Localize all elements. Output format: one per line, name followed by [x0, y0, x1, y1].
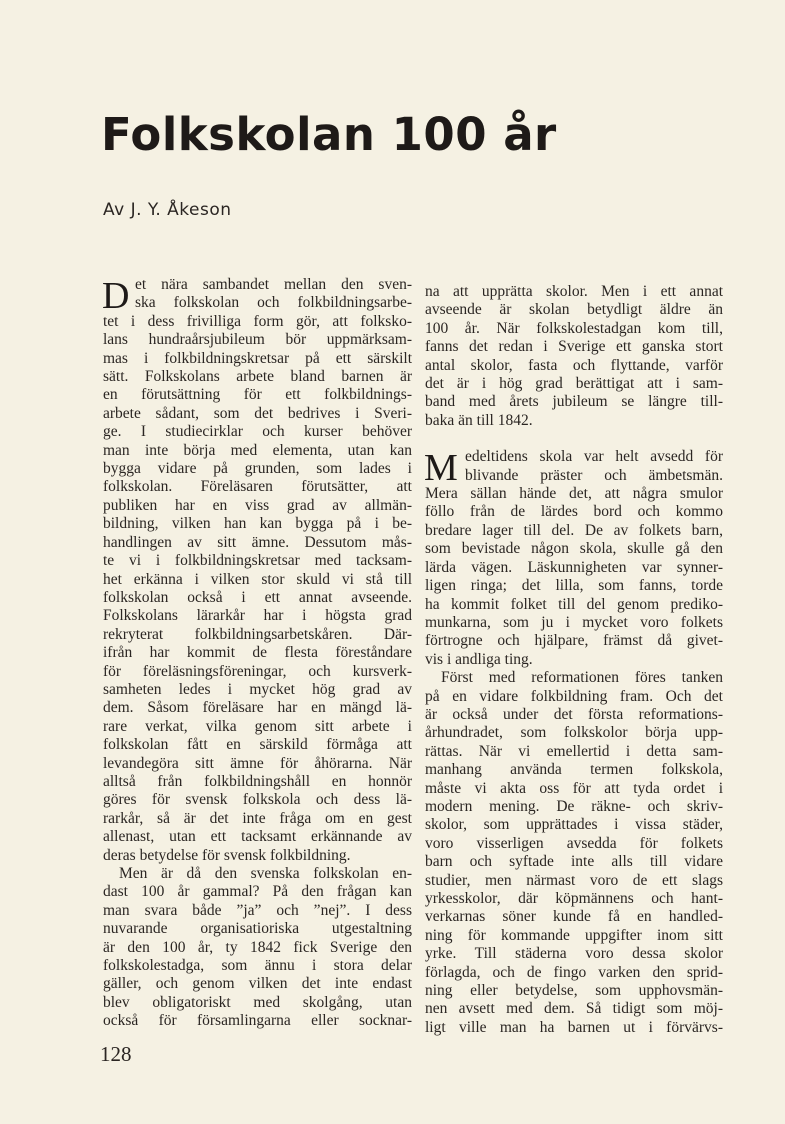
text-line: bygga vidare på grunden, som lades i [103, 460, 412, 478]
text-line: verkarnas söner kunde få en handled- [425, 908, 723, 926]
text-line: Först med reformationen föres tanken [441, 669, 723, 687]
text-line: antal skolor, fasta och flyttande, varför [425, 356, 723, 374]
text-line: är också under det första reformations- [425, 705, 723, 723]
text-line: na att upprätta skolor. Men i ett annat [425, 283, 723, 300]
text-line: folkskolan. Föreläsaren förutsätter, att [103, 478, 412, 496]
text-line: sätt. Folkskolans arbete bland barnen är [103, 368, 412, 386]
text-line: man svara både ”ja” och ”nej”. I dess [103, 901, 412, 919]
text-line: 100 år. När folkskolestadgan kom till, [425, 319, 723, 337]
text-line: het erkänna i vilken stor skuld vi stå till [103, 570, 412, 588]
article-title: Folkskolan 100 år [101, 108, 557, 161]
text-line: Men är då den svenska folkskolan en- [119, 865, 412, 882]
text-line: man inte börja med elementa, utan kan [103, 441, 412, 459]
text-line: bildning, vilken han kan bygga på i be- [103, 515, 412, 533]
text-line: ning eller betydelse, som upphovsmän- [425, 982, 723, 1000]
drop-cap: D [102, 275, 130, 317]
text-line: levandegöra sitt ämne för åhörarna. När [103, 754, 412, 772]
text-line: te vi i folkbildningskretsar med tacksam- [103, 552, 412, 570]
left-text-column [103, 276, 412, 1031]
text-line: blev obligatoriskt med skolgång, utan [103, 993, 412, 1011]
text-line: rare verkat, vilka genom sitt arbete i [103, 717, 412, 735]
text-line: nen avsett med dem. Så tidigt som möj- [425, 1000, 723, 1018]
page-number: 128 [100, 1042, 132, 1066]
text-line: skolor, som upprättades i vissa städer, [425, 816, 723, 834]
text-line: tet i dess frivilliga form gör, att folksko- [103, 312, 412, 330]
text-line: också för församlingarna eller socknar- [103, 1012, 412, 1030]
text-line: ska folkskolan och folkbildningsarbe- [135, 294, 412, 312]
text-line: förtrogne och hjälpare, främst då givet- [425, 632, 723, 650]
text-line: munkarna, som ju i mycket voro folkets [425, 613, 723, 631]
text-line: vis i andliga ting. [425, 650, 533, 668]
text-line: måste vi akta oss för att tyda ordet i [425, 779, 723, 797]
text-line: ligt ville man ha barnen ut i förvärvs- [425, 1018, 723, 1036]
text-line: folkskolan fått en särskild förmåga att [103, 736, 412, 754]
text-line: yrkesskolor, där köpmännens och hant- [425, 890, 723, 907]
text-line: yrke. Till städerna voro dessa skolor [425, 945, 723, 963]
paragraph [425, 448, 723, 1037]
article-byline: Av J. Y. Åkeson [103, 200, 232, 220]
text-line: band med årets jubileum se längre till- [425, 393, 723, 411]
text-line: barn och syftade inte alls till vidare [425, 853, 723, 871]
text-line: göres för svensk folkskola och dess lä- [103, 791, 412, 809]
text-line: baka än till 1842. [425, 411, 533, 429]
text-line: är den 100 år, ty 1842 fick Sverige den [103, 938, 412, 956]
text-line: dast 100 år gammal? På den frågan kan [103, 883, 412, 901]
text-line: publiken har en viss grad av allmän- [103, 496, 412, 514]
text-line: lärda vägen. Läskunnigheten var synner- [425, 558, 723, 576]
text-line: samheten ledes i mycket hög grad av [103, 680, 412, 698]
text-line: lans hundraårsjubileum bör uppmärksam- [103, 331, 412, 349]
text-line: det är i hög grad berättigat att i sam- [425, 375, 723, 393]
text-line: ning för kommande uppgifter inom sitt [425, 926, 723, 944]
text-line: alltså från folkbildningshåll en honnör [103, 772, 412, 790]
text-line: århundradet, som folkskolor börja upp- [425, 724, 723, 742]
paragraph [425, 283, 723, 430]
drop-cap: M [424, 447, 458, 490]
text-line: modern mening. De räkne- och skriv- [425, 797, 723, 815]
text-line: Mera sällan hände det, att några smulor [425, 485, 723, 503]
right-text-column [425, 283, 723, 1037]
text-line: ha kommit folket till del genom prediko- [425, 595, 723, 613]
text-line: ifrån har kommit de flesta föreståndare [103, 644, 412, 662]
text-line: rekryterat folkbildningsarbetskåren. Där- [103, 625, 412, 643]
text-line: gäller, och genom vilken det inte endast [103, 975, 412, 993]
text-line: förlagda, och de fingo varken den sprid- [425, 963, 723, 981]
text-line: voro visserligen avsedda för folkets [425, 834, 723, 852]
text-line: ligen ringa; det lilla, som fanns, torde [425, 577, 723, 595]
text-line: dem. Såsom föreläsare har en mängd lä- [103, 699, 412, 717]
text-line: rättas. När vi emellertid i detta sam- [425, 742, 723, 760]
text-line: för föreläsningsföreningar, och kursverk- [103, 662, 412, 680]
text-line: manhang använda termen folkskola, [425, 761, 723, 779]
text-line: deras betydelse för svensk folkbildning. [103, 846, 351, 864]
text-line: föllo från de lärdes bord och kommo [425, 503, 723, 521]
section-gap [425, 430, 723, 448]
text-line: folkskolestadga, som ännu i stora delar [103, 957, 412, 975]
text-line: blivande präster och ämbetsmän. [465, 466, 723, 484]
text-line: ge. I studiecirklar och kurser behöver [103, 423, 412, 441]
text-line: nuvarande organisatioriska utgestaltning [103, 920, 412, 938]
text-line: som bevistade någon skola, skulle gå den [425, 540, 723, 558]
text-line: arbete sådant, som det bedrives i Sveri- [103, 404, 412, 422]
text-line: en förutsättning för ett folkbildnings- [103, 386, 412, 404]
text-line: fanns det redan i Sverige ett ganska stort [425, 338, 723, 356]
text-line: folkskolan också i ett annat avseende. [103, 588, 412, 606]
text-line: bredare lager till del. De av folkets barn, [425, 521, 723, 539]
text-line: på en vidare folkbildning fram. Och det [425, 687, 723, 705]
text-line: handlingen av sitt ämne. Dessutom mås- [103, 533, 412, 551]
text-line: edeltidens skola var helt avsedd för [465, 448, 723, 466]
text-line: avseende är skolan betydligt äldre än [425, 301, 723, 319]
text-line: et nära sambandet mellan den sven- [135, 276, 412, 293]
text-line: Folkskolans lärarkår har i högsta grad [103, 607, 412, 625]
text-line: allenast, utan ett tacksamt erkännande av [103, 828, 412, 846]
text-line: mas i folkbildningskretsar på ett särskilt [103, 349, 412, 367]
text-line: rarkår, så är det inte fråga om en gest [103, 809, 412, 827]
text-line: studier, men närmast voro de ett slags [425, 871, 723, 889]
